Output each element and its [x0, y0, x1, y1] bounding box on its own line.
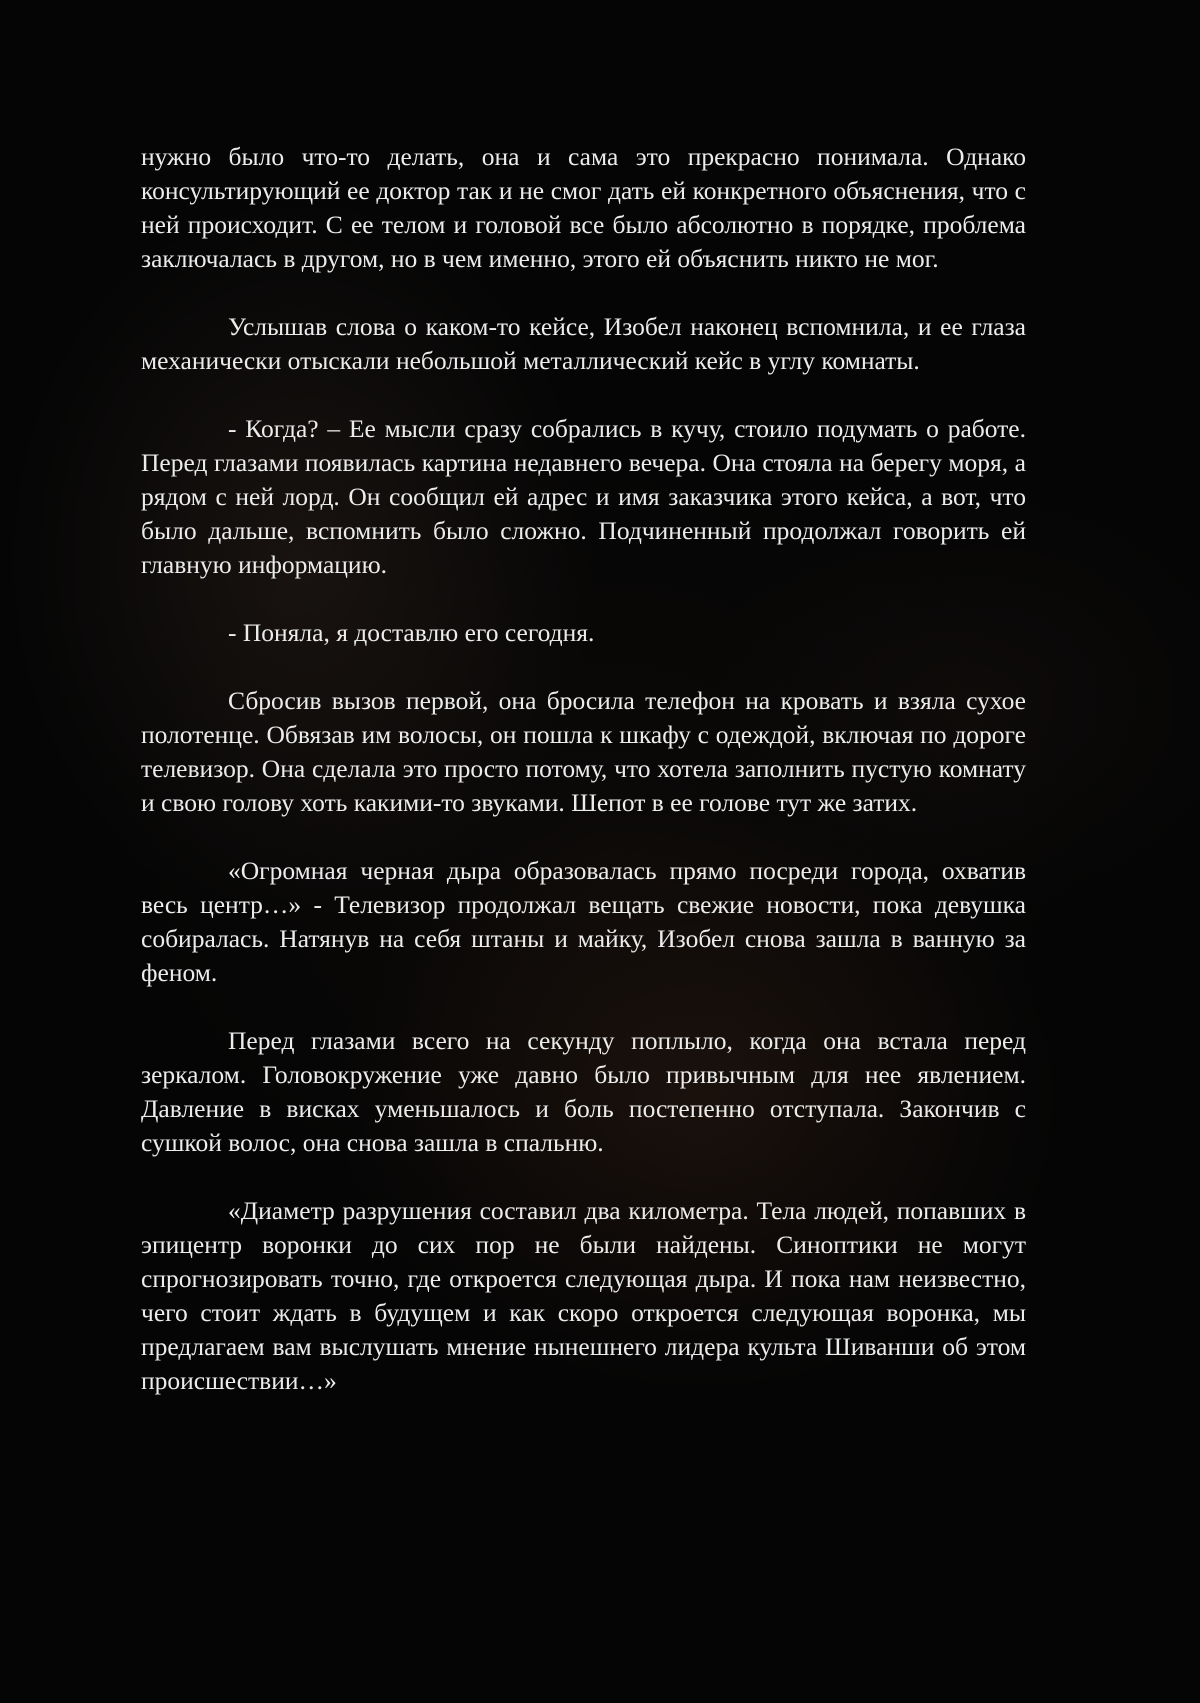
paragraph-2: Услышав слова о каком-то кейсе, Изобел наконец вспомнила, и ее глаза механически отыскали небольшой металлический кейс в углу комнаты. — [141, 312, 1026, 375]
paragraph-1: нужно было что-то делать, она и сама это прекрасно понимала. Однако консультирующий ее доктор так и не смог дать ей конкретного объяснения, что с ней происходит. С ее телом и головой все было абсолютно в порядке, проблема заключалась в другом, но в чем именно, этого ей объяснить никто не мог. — [141, 142, 1026, 273]
paragraph-4: - Поняла, я доставлю его сегодня. — [228, 618, 595, 647]
paragraph-6: «Огромная черная дыра образовалась прямо посреди города, охватив весь центр…» - Телевизор продолжал вещать свежие новости, пока девушка собиралась. Натянув на себя штаны и майку, Изобел снова зашла в ванную за феном. — [141, 856, 1026, 987]
paragraph-8: «Диаметр разрушения составил два километра. Тела людей, попавших в эпицентр воронки до сих пор не были найдены. Синоптики не могут спрогнозировать точно, где откроется следующая дыра. И пока нам неизвестно, чего стоит ждать в будущем и как скоро откроется следующая воронка, мы предлагаем вам выслушать мнение нынешнего лидера культа Шиванши об этом происшествии…» — [141, 1196, 1026, 1395]
paragraph-7: Перед глазами всего на секунду поплыло, когда она встала перед зеркалом. Головокружение уже давно было привычным для нее явлением. Давление в висках уменьшалось и боль постепенно отступала. Закончив с сушкой волос, она снова зашла в спальню. — [141, 1026, 1026, 1157]
paragraph-5: Сбросив вызов первой, она бросила телефон на кровать и взяла сухое полотенце. Обвязав им волосы, он пошла к шкафу с одеждой, включая по дороге телевизор. Она сделала это просто потому, что хотела заполнить пустую комнату и свою голову хоть какими-то звуками. Шепот в ее голове тут же затих. — [141, 686, 1026, 817]
document-body — [141, 140, 1026, 1398]
paragraph-3: - Когда? – Ее мысли сразу собрались в кучу, стоило подумать о работе. Перед глазами появилась картина недавнего вечера. Она стояла на берегу моря, а рядом с ней лорд. Он сообщил ей адрес и имя заказчика этого кейса, а вот, что было дальше, вспомнить было сложно. Подчиненный продолжал говорить ей главную информацию. — [141, 414, 1026, 579]
